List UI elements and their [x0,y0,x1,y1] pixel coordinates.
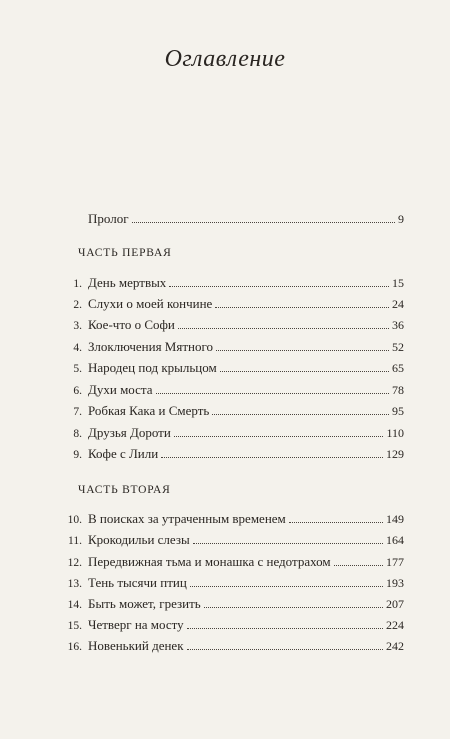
toc-entry[interactable] [58,616,404,634]
toc-entry[interactable] [58,359,404,377]
dot-leader [178,328,389,329]
toc-entry-page: 149 [386,512,404,526]
toc-entry-page: 24 [392,297,404,311]
part-heading-first: ЧАСТЬ ПЕРВАЯ [78,247,172,259]
toc-entry-number: 14. [67,599,82,611]
toc-entry-page: 193 [386,576,404,590]
dot-leader [174,436,384,437]
toc-entry-title: Духи моста [88,382,153,397]
dot-leader [193,543,383,544]
dot-leader [161,457,383,458]
dot-leader [212,414,389,415]
toc-entry-number: 16. [67,641,82,653]
toc-entry-title: День мертвых [88,275,167,290]
toc-entry-page: 110 [386,426,404,440]
toc-entry[interactable] [58,445,404,463]
toc-entry[interactable] [58,274,404,292]
toc-entry-page: 65 [392,361,404,375]
toc-entry-page: 164 [386,533,404,547]
dot-leader [190,586,383,587]
toc-entry-page: 52 [392,340,404,354]
toc-entry-title: Злоключения Мятного [88,339,213,354]
toc-entry[interactable] [58,531,404,549]
toc-entry-number: 4. [73,342,82,354]
toc-entry-number: 10. [67,514,82,526]
dot-leader [204,607,383,608]
toc-entry-page: 224 [386,618,404,632]
toc-entry-page: 129 [386,447,404,461]
toc-entry-page: 78 [392,383,404,397]
toc-entry[interactable] [58,295,404,313]
part-heading-second: ЧАСТЬ ВТОРАЯ [78,484,171,496]
toc-entry-number: 9. [73,449,82,461]
toc-entry-number: 12. [67,557,82,569]
toc-entry-page: 15 [392,276,404,290]
toc-entry-page: 9 [398,212,404,226]
toc-entry[interactable] [58,574,404,592]
toc-entry-title: Пролог [88,211,129,226]
toc-entry-number: 5. [73,363,82,375]
toc-entry-title: В поисках за утраченным временем [88,511,286,526]
toc-entry-page: 95 [392,404,404,418]
toc-entry-title: Тень тысячи птиц [88,575,187,590]
toc-entry-number: 11. [68,535,82,547]
toc-entry[interactable] [58,338,404,356]
dot-leader [220,371,389,372]
toc-entry-title: Кое-что о Софи [88,317,175,332]
toc-entry-title: Передвижная тьма и монашка с недотрахом [88,554,331,569]
toc-entry[interactable] [58,381,404,399]
toc-entry-page: 207 [386,597,404,611]
dot-leader [187,649,383,650]
toc-entry[interactable] [58,402,404,420]
toc-entry[interactable] [58,316,404,334]
toc-entry-number: 8. [73,428,82,440]
toc-entry-title: Крокодильи слезы [88,532,190,547]
toc-entry-number: 3. [73,320,82,332]
toc-entry-number: 2. [73,299,82,311]
toc-entry-number: 7. [73,406,82,418]
dot-leader [132,222,395,223]
dot-leader [289,522,383,523]
toc-entry[interactable] [58,553,404,571]
toc-entry[interactable] [58,637,404,655]
toc-entry-title: Робкая Кака и Смерть [88,403,210,418]
toc-entry-page: 177 [386,555,404,569]
dot-leader [156,393,389,394]
toc-entry[interactable] [58,595,404,613]
toc-entry-number: 1. [73,278,82,290]
toc-entry[interactable] [58,510,404,528]
toc-entry-number: 13. [67,578,82,590]
toc-entry-title: Четверг на мосту [88,617,184,632]
dot-leader [216,350,389,351]
toc-entry-title: Слухи о моей кончине [88,296,213,311]
toc-entry-number: 15. [67,620,82,632]
toc-entry-title: Друзья Дороти [88,425,171,440]
page-title: Оглавление [164,46,286,72]
dot-leader [187,628,383,629]
dot-leader [169,286,389,287]
toc-entry[interactable] [58,424,404,442]
dot-leader [215,307,389,308]
toc-entry-number: 6. [73,385,82,397]
toc-entry-title: Новенький денек [88,638,184,653]
toc-entry-title: Народец под крыльцом [88,360,217,375]
dot-leader [334,565,383,566]
toc-entry-title: Кофе с Лили [88,446,159,461]
toc-entry-page: 242 [386,639,404,653]
toc-entry-title: Быть может, грезить [88,596,201,611]
toc-entry-page: 36 [392,318,404,332]
toc-entry-prologue[interactable] [58,210,404,228]
